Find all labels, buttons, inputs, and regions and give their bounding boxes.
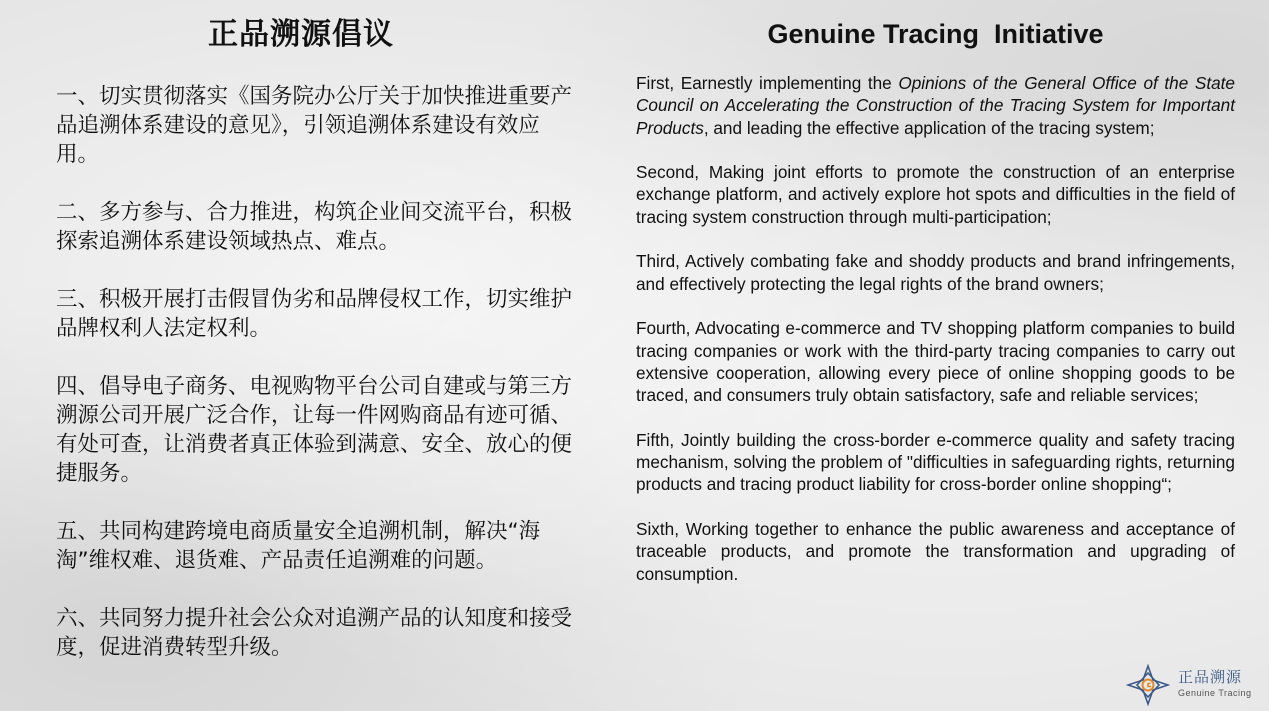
chinese-paragraph-1: 一、切实贯彻落实《国务院办公厅关于加快推进重要产品追溯体系建设的意见》，引领追溯体系建设有效应用。 — [56, 84, 573, 167]
paragraph-1-prefix: First, Earnestly implementing the — [636, 73, 899, 93]
chinese-column — [56, 12, 576, 662]
document-title-italic: Opinions of the General Office of the State Council on Accelerating the Construction of the Tracing System for Important Products — [636, 73, 1235, 138]
paragraph-spacer — [636, 295, 1235, 317]
english-paragraph-3: Third, Actively combating fake and shoddy products and brand infringements, and effectively protecting the legal rights of the brand owners; — [636, 251, 1235, 294]
paragraph-spacer — [636, 496, 1235, 518]
english-paragraph-6: Sixth, Working together to enhance the public awareness and acceptance of traceable products, and promote the transformation and upgrading of consumption. — [636, 518, 1235, 584]
english-paragraph-1 — [636, 72, 1235, 139]
chinese-paragraph-5: 五、共同构建跨境电商质量安全追溯机制，解决“海淘”维权难、退货难、产品责任追溯难的问题。 — [56, 519, 541, 573]
paragraph-spacer — [636, 228, 1235, 250]
english-paragraph-2: Second, Making joint efforts to promote the construction of an enterprise exchange platform, and actively explore hot spots and difficulties in the field of tracing system construction through multi-participation; — [636, 162, 1235, 227]
logo-english-name: Genuine Tracing — [1178, 688, 1252, 698]
chinese-paragraph-3: 三、积极开展打击假冒伪劣和品牌侵权工作，切实维护品牌权利人法定权利。 — [56, 287, 573, 341]
english-title: Genuine Tracing Initiative — [767, 19, 1104, 49]
paragraph-spacer — [56, 575, 576, 604]
genuine-tracing-logo — [1126, 664, 1256, 706]
logo-chinese-name: 正品溯源 — [1178, 668, 1243, 686]
chinese-title: 正品溯源倡议 — [208, 17, 394, 52]
paragraph-spacer — [56, 488, 576, 517]
paragraph-spacer — [56, 256, 576, 285]
english-paragraph-4: Fourth, Advocating e-commerce and TV shopping platform companies to build tracing companies or work with the third-party tracing companies to carry out extensive cooperation, allowing every piece of online shopping goods to be traced, and consumers truly obtain satisfactory, safe and reliable services; — [636, 318, 1235, 406]
paragraph-spacer — [56, 169, 576, 198]
compass-star-logo-icon — [1126, 664, 1170, 706]
paragraph-1-suffix: , and leading the effective application of the tracing system; — [703, 117, 1155, 138]
paragraph-spacer — [636, 406, 1235, 428]
chinese-paragraph-4: 四、倡导电子商务、电视购物平台公司自建或与第三方溯源公司开展广泛合作，让每一件网购商品有迹可循、有处可查，让消费者真正体验到满意、安全、放心的便捷服务。 — [56, 374, 573, 486]
paragraph-spacer — [56, 343, 576, 372]
english-column — [636, 14, 1235, 585]
english-paragraph-5: Fifth, Jointly building the cross-border e-commerce quality and safety tracing mechanism, solving the problem of "difficulties in safeguarding rights, returning products and tracing product liability for cross-border online shopping“; — [636, 429, 1235, 495]
chinese-paragraph-6: 六、共同努力提升社会公众对追溯产品的认知度和接受度，促进消费转型升级。 — [56, 606, 573, 660]
paragraph-spacer — [636, 139, 1235, 161]
chinese-paragraph-2: 二、多方参与、合力推进，构筑企业间交流平台，积极探索追溯体系建设领域热点、难点。 — [56, 200, 573, 254]
